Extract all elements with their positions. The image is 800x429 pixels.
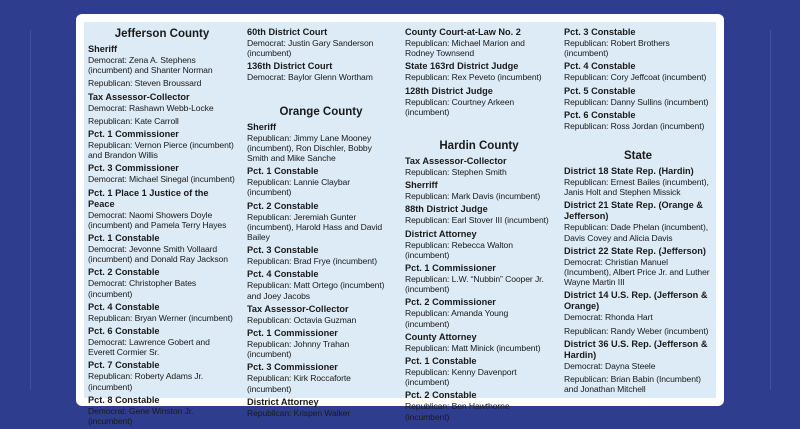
office-title: Pct. 6 Constable (88, 326, 160, 337)
candidate-list: Republican: Kate Carroll (88, 115, 179, 126)
candidate-list: Democrat: Rhonda Hart (564, 312, 653, 323)
office-title: Tax Assessor-Collector (405, 156, 507, 167)
office-title: Pct. 2 Constable (405, 390, 477, 401)
candidate-list: Democrat: Christopher Bates (incumbent) (88, 278, 197, 299)
office-title: Pct. 4 Constable (564, 61, 636, 72)
office-title: District 21 State Rep. (Orange & Jefferson) (564, 200, 703, 222)
candidate-list: Republican: Johnny Trahan (incumbent) (247, 339, 350, 360)
column-1 (88, 26, 236, 429)
column-4 (564, 26, 712, 397)
office-title: Tax Assessor-Collector (247, 303, 349, 314)
office-title: District Attorney (247, 396, 319, 407)
office-title: Pct. 1 Constable (88, 233, 160, 244)
office-title: Pct. 1 Commissioner (405, 263, 496, 274)
office-title: Pct. 8 Constable (88, 394, 160, 405)
candidate-list: Democrat: Naomi Showers Doyle (incumbent) and Pamela Terry Hayes (88, 209, 227, 230)
office-title: Pct. 6 Constable (564, 109, 636, 120)
office-title: Pct. 3 Constable (564, 27, 636, 37)
office-title: Pct. 1 Place 1 Justice of the Peace (88, 187, 209, 209)
office-title: Sheriff (247, 121, 277, 132)
section-spacer (247, 86, 395, 104)
office-title: 60th District Court (247, 27, 328, 37)
candidate-list: Republican: Cory Jeffcoat (incumbent) (564, 72, 707, 83)
candidate-list: Republican: Stephen Smith (405, 167, 507, 178)
office-title: 136th District Court (247, 61, 333, 72)
section-spacer (564, 134, 712, 148)
office-title: Pct. 3 Commissioner (247, 362, 338, 373)
office-title: 88th District Judge (405, 204, 488, 215)
column-2 (247, 26, 395, 421)
office-title: Pct. 1 Commissioner (88, 129, 179, 140)
office-title: Pct. 2 Commissioner (405, 297, 496, 308)
office-title: Pct. 1 Constable (247, 166, 319, 177)
column-3 (405, 26, 553, 425)
office-title: 128th District Judge (405, 85, 493, 96)
county-heading: Jefferson County (114, 28, 210, 40)
office-title: Pct. 2 Constable (247, 200, 319, 211)
candidate-list: Republican: Ernest Bailes (incumbent), Janis Holt and Stephen Missick (564, 177, 709, 198)
candidate-list: Republican: Mark Davis (incumbent) (405, 191, 541, 202)
candidate-list: Republican: Rebecca Walton (incumbent) (405, 239, 513, 260)
candidate-list: Democrat: Lawrence Gobert and Everett Cormier Sr. (88, 337, 210, 358)
candidate-list: Republican: Robert Brothers (incumbent) (564, 38, 670, 59)
candidate-list: Republican: Kirk Roccaforte (incumbent) (247, 373, 351, 394)
candidate-list: Democrat: Zena A. Stephens (incumbent) and Shanter Norman (88, 55, 213, 76)
candidate-list: Republican: Matt Minick (incumbent) (405, 342, 541, 353)
office-title: District 18 State Rep. (Hardin) (564, 166, 694, 177)
candidate-list: Republican: Jimmy Lane Mooney (incumbent), Ron Dischler, Bobby Smith and Mike Sanche (247, 132, 372, 164)
candidate-list: Democrat: Baylor Glenn Wortham (247, 72, 373, 83)
ballot-card (76, 14, 724, 427)
office-title: Pct. 2 Constable (88, 267, 160, 278)
office-title: Sherriff (405, 180, 438, 191)
office-title: Pct. 3 Commissioner (88, 163, 179, 174)
county-heading: Hardin County (439, 140, 519, 153)
office-title: District Attorney (405, 228, 477, 239)
candidate-list: Republican: Ben Hawthorne (incumbent) (405, 401, 510, 422)
county-heading: State (623, 150, 653, 163)
candidate-list: Republican: Earl Stover III (incumbent) (405, 215, 549, 226)
candidate-list: Republican: Kenny Davenport (incumbent) (405, 367, 517, 388)
candidate-list: Republican: Dade Phelan (incumbent), Davis Covey and Alicia Davis (564, 222, 709, 243)
office-title: Tax Assessor-Collector (88, 91, 190, 102)
office-title: Sheriff (88, 44, 118, 54)
office-title: District 14 U.S. Rep. (Jefferson & Orange) (564, 290, 708, 312)
candidate-list: Democrat: Michael Sinegal (incumbent) (88, 174, 235, 185)
candidate-list: Democrat: Jevonne Smith Vollaard (incumbent) and Donald Ray Jackson (88, 244, 228, 265)
background-line (770, 30, 771, 390)
background-line (30, 30, 31, 390)
candidate-list: Republican: Jeremiah Gunter (incumbent), Harold Hass and David Bailey (247, 211, 383, 243)
candidate-list: Republican: Rex Peveto (incumbent) (405, 72, 542, 83)
candidate-list: Republican: Bryan Werner (incumbent) (88, 312, 233, 323)
office-title: Pct. 4 Constable (88, 301, 160, 312)
candidate-list: Republican: Courtney Arkeen (incumbent) (405, 96, 515, 117)
candidate-list: Democrat: Rashawn Webb-Locke (88, 102, 214, 113)
candidate-list: Republican: Danny Sullins (incumbent) (564, 96, 709, 107)
candidate-list: Republican: Octavia Guzman (247, 314, 357, 325)
ballot-panel (84, 22, 716, 427)
office-title: Pct. 3 Constable (247, 245, 319, 256)
candidate-list: Republican: Ross Jordan (incumbent) (564, 120, 705, 131)
candidate-list: Republican: Brian Babin (Incumbent) and Jonathan Mitchell (564, 374, 701, 395)
candidate-list: Republican: Steven Broussard (88, 78, 202, 89)
office-title: District 22 State Rep. (Jefferson) (564, 245, 706, 256)
office-title: County Attorney (405, 331, 477, 342)
office-title: County Court-at-Law No. 2 (405, 27, 521, 37)
candidate-list: Republican: Matt Ortego (incumbent) and Joey Jacobs (247, 280, 385, 301)
county-heading: Orange County (279, 105, 363, 118)
candidate-list: Republican: Krispen Walker (247, 407, 351, 418)
candidate-list: Republican: Randy Weber (incumbent) (564, 325, 709, 336)
candidate-list: Republican: Vernon Pierce (incumbent) and Brandon Willis (88, 140, 234, 161)
office-title: Pct. 4 Constable (247, 269, 319, 280)
candidate-list: Republican: Brad Frye (incumbent) (247, 256, 377, 267)
candidate-list: Democrat: Christian Manuel (Incumbent), Albert Price Jr. and Luther Wayne Martin III (564, 256, 710, 288)
candidate-list: Democrat: Gene Winston Jr. (incumbent) (88, 405, 194, 427)
candidate-list: Democrat: Justin Gary Sanderson (incumbent) (247, 38, 374, 59)
candidate-list: Republican: Roberty Adams Jr. (incumbent) (88, 371, 204, 392)
office-title: Pct. 1 Commissioner (247, 328, 338, 339)
candidate-list: Republican: Michael Marion and Rodney Townsend (405, 38, 525, 59)
office-title: Pct. 1 Constable (405, 356, 477, 367)
section-spacer (405, 120, 553, 138)
office-title: District 36 U.S. Rep. (Jefferson & Hardin) (564, 338, 708, 360)
office-title: Pct. 5 Constable (564, 85, 636, 96)
candidate-list: Republican: Lannie Claybar (incumbent) (247, 177, 350, 198)
office-title: State 163rd District Judge (405, 61, 519, 72)
candidate-list: Republican: Amanda Young (incumbent) (405, 308, 509, 329)
office-title: Pct. 7 Constable (88, 360, 160, 371)
candidate-list: Democrat: Dayna Steele (564, 360, 656, 371)
candidate-list: Republican: L.W. “Nubbin” Cooper Jr. (incumbent) (405, 274, 544, 295)
